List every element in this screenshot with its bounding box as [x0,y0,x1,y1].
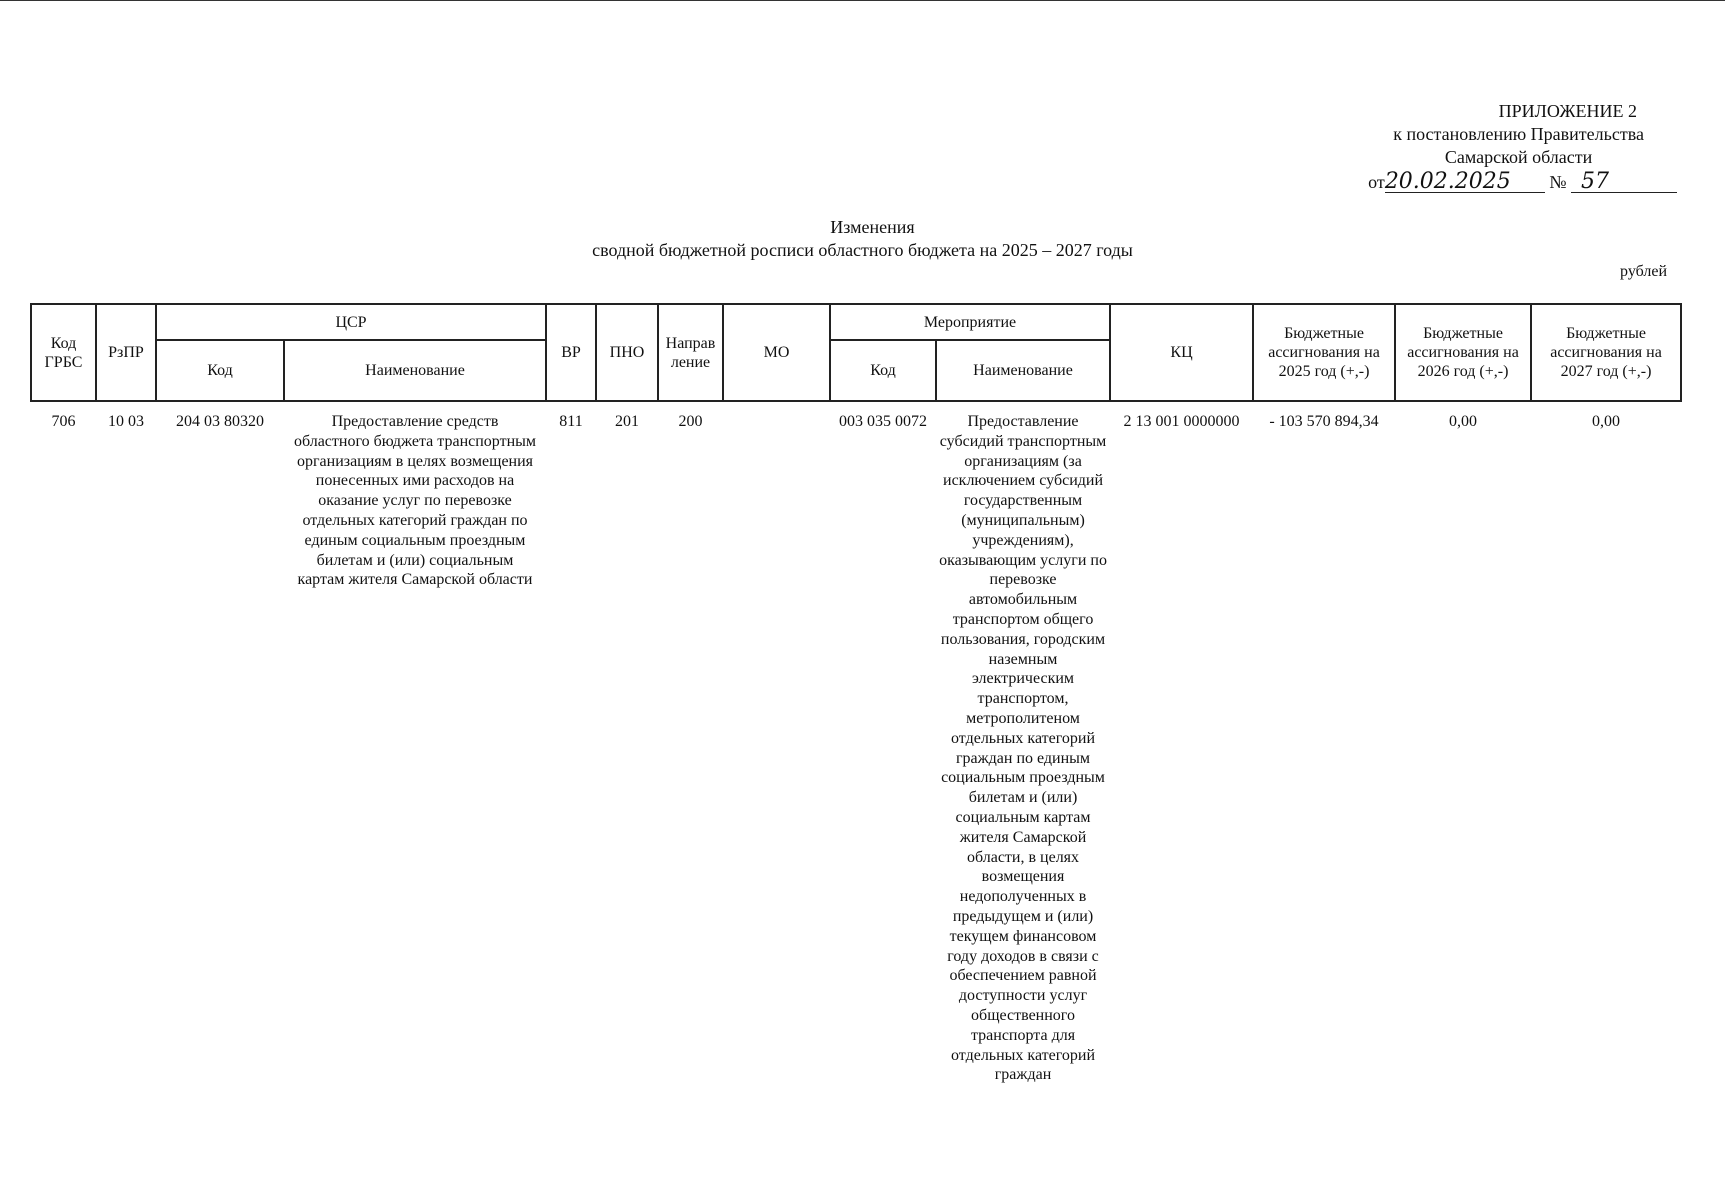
appendix-block [1360,100,1677,194]
cell-budget-2025: - 103 570 894,34 [1269,413,1379,430]
cell-grbs: 706 [51,413,76,430]
cell-pno: 201 [615,413,639,430]
header-csr: ЦСР [156,304,546,340]
header-kc: КЦ [1110,304,1253,401]
cell-measure-name: Предоставление субсидий транспортным организациям (за исключением субсидий государственным (муниципальным) учреждениям), оказывающим услуги по перевозке автомобильным транспортом общего пользования, городским наземным электрическим транспортом, метрополитеном отдельных категорий граждан по единым социальным проездным билетам и (или) социальным картам жителя Самарской области, в целях возмещения недополученных в предыдущем и (или) текущем финансовом году доходов в связи с обеспечением равной доступности услуг общественного транспорта для отдельных категорий граждан [939,413,1107,1084]
header-rzpr: РзПР [96,304,156,401]
handwritten-number: 57 [1571,172,1677,193]
header-csr-name: Наименование [284,340,546,401]
header-vr: ВР [546,304,596,401]
header-budget-2025: Бюджетные ассигнования на 2025 год (+,-) [1253,304,1395,401]
header-measure-code: Код [830,340,936,401]
budget-changes-table [30,303,1682,1085]
cell-vr: 811 [559,413,583,430]
cell-csr-code: 204 03 80320 [176,413,264,430]
cell-mo [723,401,830,1085]
number-label: № [1549,172,1567,192]
cell-budget-2026: 0,00 [1449,413,1478,430]
title-line-1: Изменения [830,217,915,237]
header-direction: Направ ление [658,304,723,401]
cell-direction: 200 [678,413,703,430]
cell-measure-code: 003 035 0072 [839,413,927,430]
header-mo: МО [723,304,830,401]
page-top-edge [0,0,1725,1]
appendix-date-number [1360,171,1677,194]
table-row [31,401,1681,1085]
units-label: рублей [1620,263,1667,280]
cell-kc: 2 13 001 0000000 [1123,413,1240,430]
appendix-title: ПРИЛОЖЕНИЕ 2 [1498,101,1637,121]
header-measure-name: Наименование [936,340,1110,401]
header-pno: ПНО [596,304,658,401]
document-title [0,216,1725,262]
header-budget-2027: Бюджетные ассигнования на 2027 год (+,-) [1531,304,1681,401]
header-grbs: Код ГРБС [31,304,96,401]
title-line-2: сводной бюджетной росписи областного бюджета на 2025 – 2027 годы [592,240,1133,260]
handwritten-date: 20.02.2025 [1385,172,1545,193]
header-measure: Мероприятие [830,304,1110,340]
header-csr-code: Код [156,340,284,401]
cell-budget-2027: 0,00 [1592,413,1621,430]
cell-csr-name: Предоставление средств областного бюджета транспортным организациям в целях возмещения понесенных ими расходов на оказание услуг по перевозке отдельных категорий граждан по единым социальным проездным билетам и (или) социальным картам жителя Самарской области [293,413,537,589]
header-budget-2026: Бюджетные ассигнования на 2026 год (+,-) [1395,304,1531,401]
appendix-authority: Самарской области [1444,147,1593,167]
date-prefix: от [1368,172,1385,192]
appendix-reference: к постановлению Правительства [1393,124,1644,144]
cell-rzpr: 10 03 [108,413,144,430]
